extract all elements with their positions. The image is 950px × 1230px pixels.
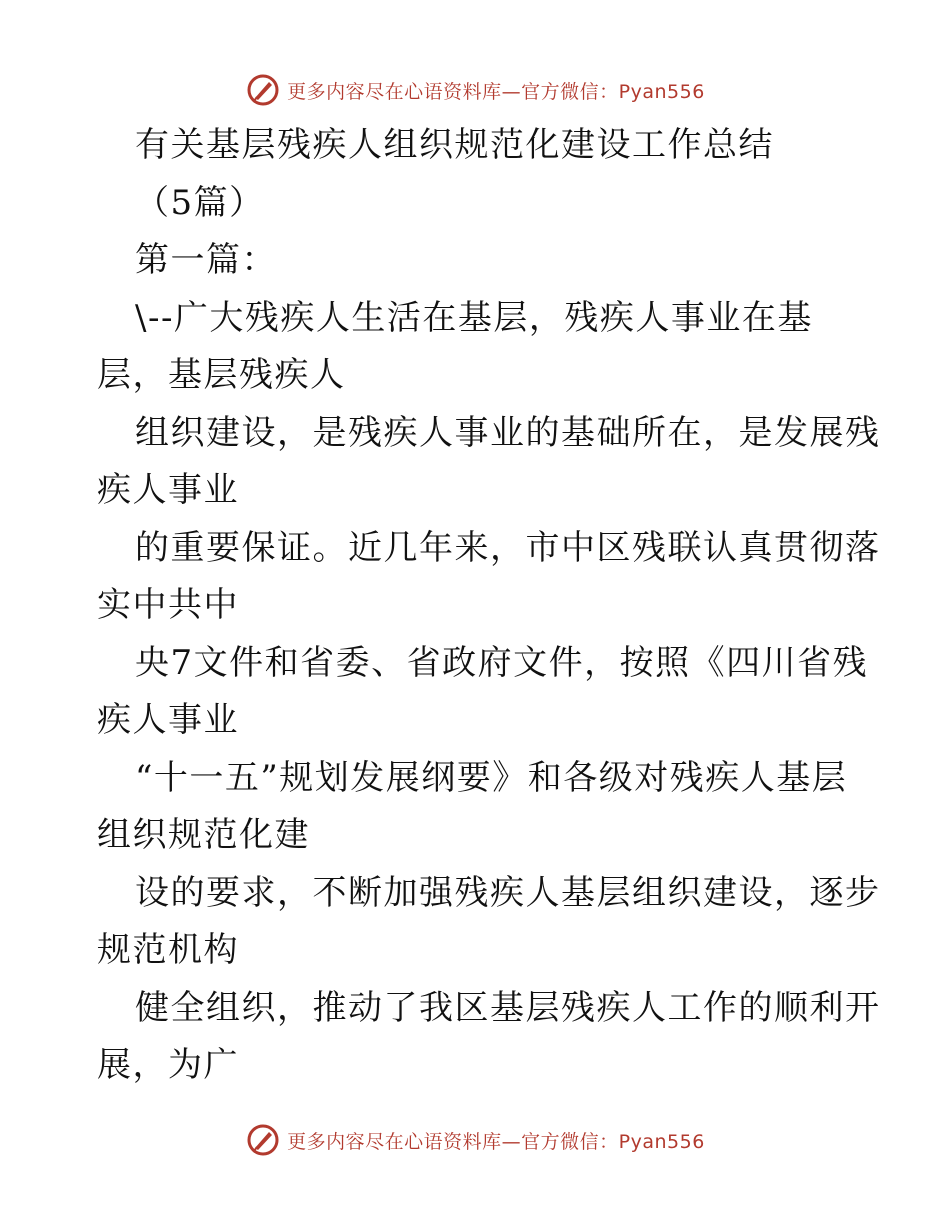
footer-watermark-text: 更多内容尽在心语资料库—官方微信：Pyan556: [287, 1130, 705, 1153]
quill-pen-logo: [245, 72, 281, 108]
text-line: 设的要求，不断加强残疾人基层组织建设，逐步: [135, 872, 881, 913]
header-watermark-banner: [0, 70, 950, 110]
header-watermark-text: 更多内容尽在心语资料库—官方微信：Pyan556: [287, 80, 705, 103]
text-line: “十一五”规划发展纲要》和各级对残疾人基层: [135, 757, 848, 798]
text-line: 组织建设，是残疾人事业的基础所在，是发展残: [135, 412, 881, 453]
text-line: 疾人事业: [97, 470, 239, 510]
text-line: 规范机构: [97, 930, 239, 970]
text-line: 健全组织，推动了我区基层残疾人工作的顺利开: [135, 987, 881, 1028]
document-body: [97, 117, 881, 1095]
text-line: 展，为广: [97, 1045, 239, 1085]
quill-pen-logo: [245, 1122, 281, 1158]
text-line: 组织规范化建: [97, 815, 310, 855]
footer-watermark-banner: [0, 1120, 950, 1160]
text-line: （5篇）: [135, 182, 265, 223]
text-line: 央7文件和省委、省政府文件，按照《四川省残: [135, 642, 869, 683]
text-line: 的重要保证。近几年来，市中区残联认真贯彻落: [135, 527, 881, 568]
text-line: 实中共中: [97, 585, 239, 625]
text-line: 疾人事业: [97, 700, 239, 740]
text-line: \--广大残疾人生活在基层，残疾人事业在基: [135, 297, 813, 338]
text-line: 有关基层残疾人组织规范化建设工作总结: [135, 125, 774, 165]
text-line: 层，基层残疾人: [97, 355, 346, 395]
text-line: 第一篇：: [135, 240, 277, 280]
